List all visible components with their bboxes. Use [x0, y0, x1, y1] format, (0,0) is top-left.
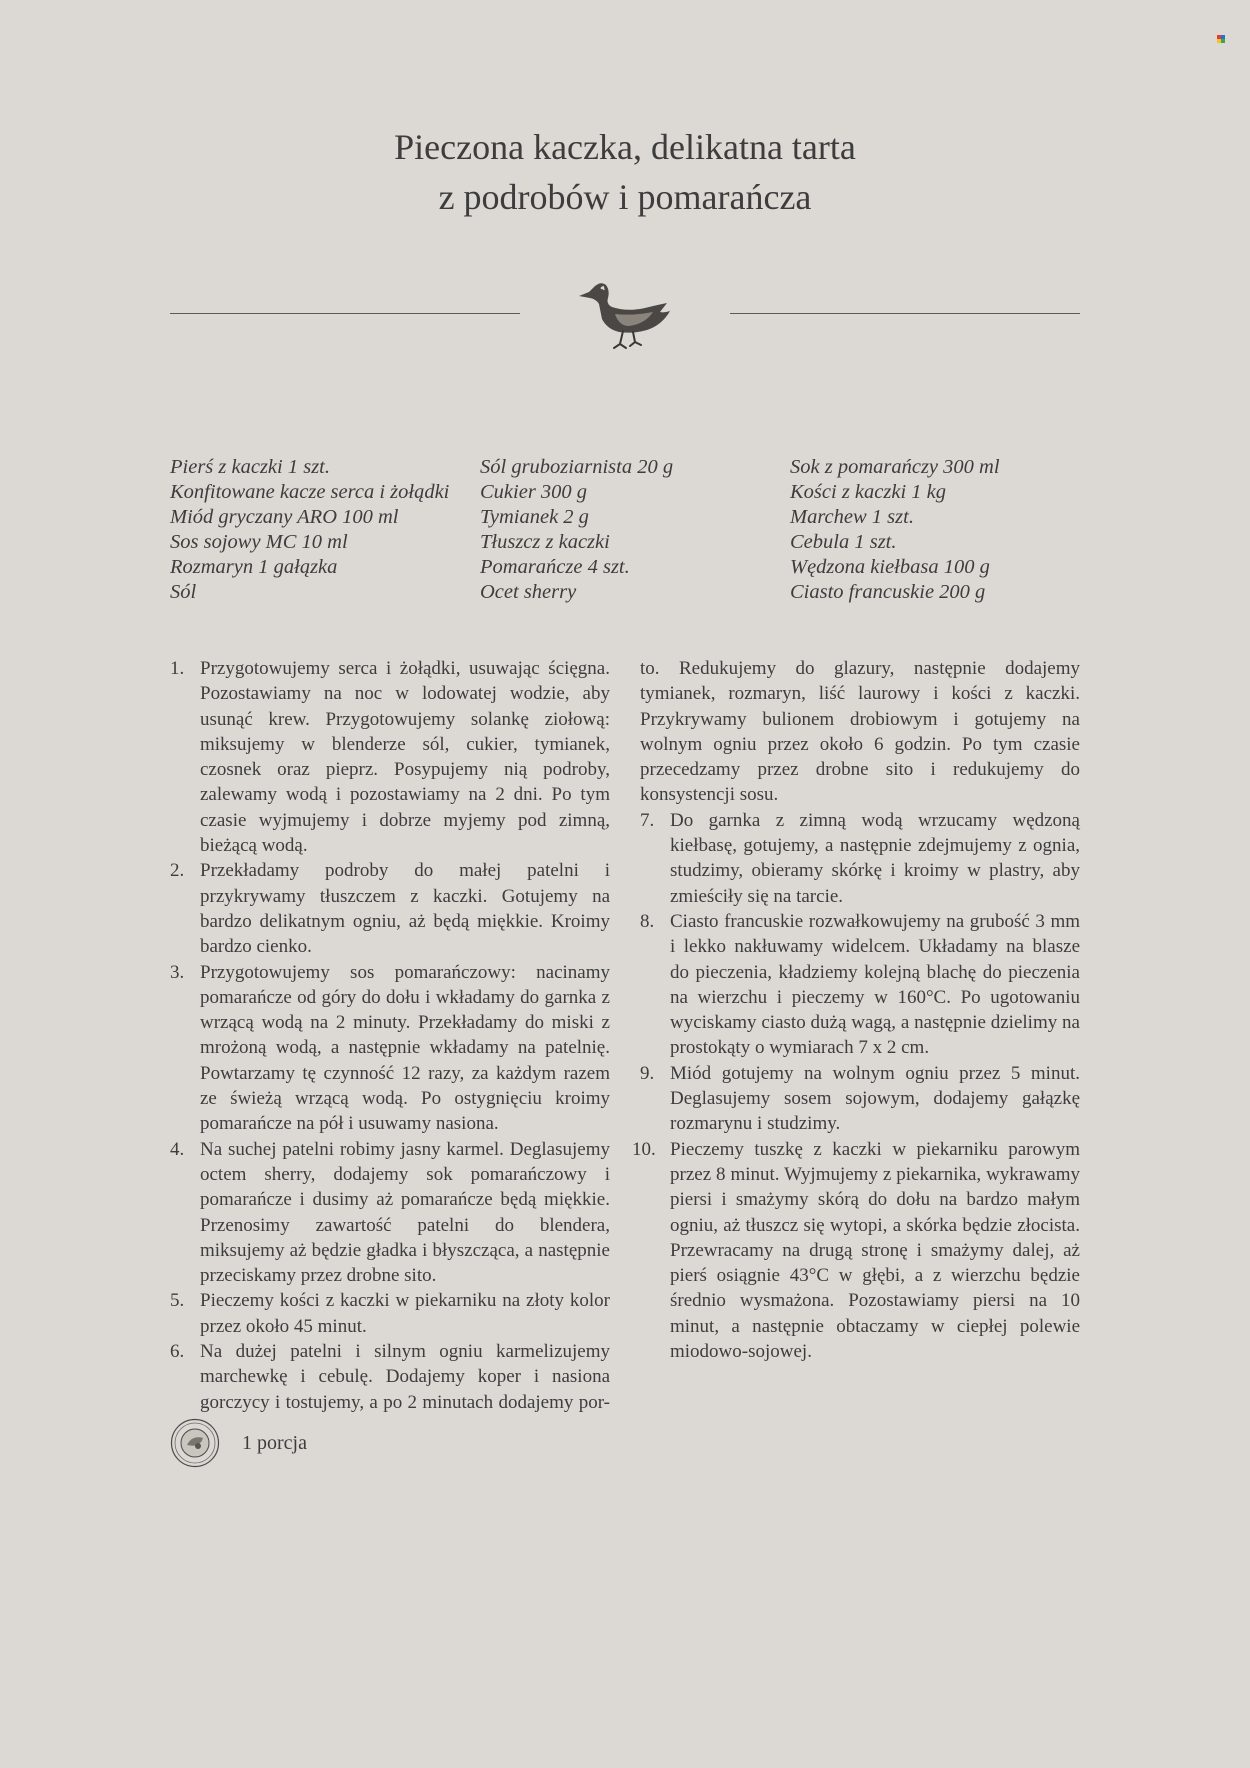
step-item — [170, 1137, 610, 1289]
step-number: 7. — [640, 809, 655, 831]
step-text: Przygotowujemy sos pomarańczowy: nacinamy pomarańcze od góry do dołu i wkładamy do garnka z wrzącą wodą na 2 minuty. Przekładamy do miski z mrożoną wodą, a następnie wkładamy na patelnię. Powtarzamy tę czynność 12 razy, za każdym razem ze świeżą wrzącą wodą. Po ostygnięciu kroimy pomarańcze na pół i usuwamy nasiona. — [200, 961, 610, 1135]
step-number: 1. — [170, 658, 185, 679]
page-title — [0, 122, 1250, 222]
step-number: 10. — [632, 1138, 656, 1160]
step-text: Pieczemy tuszkę z kaczki w piekarniku parowym przez 8 minut. Wyjmujemy z piekarnika, wykrawamy piersi i smażymy skórą do dołu na bardzo małym ogniu, aż tłuszcz się wytopi, a skórka będzie złocista. Przewracamy na drugą stronę i smażymy dalej, aż pierś osiągnie 43°C w głębi, a z wierzchu będzie średnio wysmażona. Pozostawiamy piersi na 10 minut, a następnie obtaczamy w ciepłej polewie miodowo-sojowej. — [670, 1138, 1080, 1363]
ingredient-item: Ciasto francuskie 200 g — [790, 581, 986, 603]
step-number: 9. — [640, 1062, 655, 1084]
step-number: 3. — [170, 961, 185, 983]
step-item — [640, 808, 1080, 909]
ingredient-item: Sól gruboziarnista 20 g — [480, 456, 674, 478]
ingredient-item: Pierś z kaczki 1 szt. — [170, 456, 330, 478]
ingredient-item: Pomarańcze 4 szt. — [480, 556, 630, 578]
ingredient-item: Rozmaryn 1 gałązka — [170, 556, 338, 578]
ingredients-column-2 — [480, 455, 790, 605]
step-number: 2. — [170, 860, 185, 882]
ingredients-column-3 — [790, 455, 1100, 605]
step-text: Pieczemy kości z kaczki w piekarniku na złoty kolor przez około 45 minut. — [200, 1290, 610, 1337]
step-item — [170, 960, 610, 1137]
ingredient-item: Marchew 1 szt. — [790, 506, 914, 528]
step-item — [170, 656, 610, 858]
step-text: to. Redukujemy do glazury, następnie dodajemy tymianek, rozmaryn, liść laurowy i kości z kaczki. Przykrywamy bulionem drobiowym i gotujemy na wolnym ogniu przez około 6 godzin. Po tym czasie przecedzamy przez drobne sito i redukujemy do konsystencji sosu. — [640, 658, 1080, 806]
step-number: 8. — [640, 910, 655, 932]
ingredient-item: Ocet sherry — [480, 581, 577, 603]
step-item — [170, 1288, 610, 1339]
divider-right — [730, 313, 1080, 314]
color-dots-icon — [1217, 35, 1225, 43]
step-number: 5. — [170, 1290, 185, 1312]
step-item — [170, 858, 610, 959]
ingredient-item: Miód gryczany ARO 100 ml — [170, 506, 399, 528]
step-text: Miód gotujemy na wolnym ogniu przez 5 minut. Deglasujemy sosem sojowym, dodajemy gałązkę rozmarynu i studzimy. — [670, 1062, 1080, 1135]
step-text: Na suchej patelni robimy jasny karmel. Deglasujemy octem sherry, dodajemy sok pomarańczowy i pomarańcze i dusimy aż pomarańcze będą miękkie. Przenosimy zawartość patelni do blendera, miksujemy aż będzie gładka i błyszcząca, a następnie przeciskamy przez drobne sito. — [200, 1138, 610, 1287]
ingredients-list — [170, 455, 1100, 605]
step-text: Przygotowujemy serca i żołądki, usuwając ścięgna. Pozostawiamy na noc w lodowatej wodzie, aby usunąć krew. Przygotowujemy solankę ziołową: miksujemy w blenderze sól, cukier, tymianek, czosnek oraz pieprz. Posypujemy nią podroby, zalewamy wodą i pozostawiamy na 2 dni. Po tym czasie wyjmujemy i dobrze myjemy pod zimną, bieżącą wodą. — [200, 658, 610, 857]
step-number: 6. — [170, 1341, 185, 1363]
step-item — [170, 1339, 610, 1415]
ingredient-item: Sól — [170, 581, 197, 603]
duck-illustration-icon — [575, 272, 673, 350]
ingredient-item: Kości z kaczki 1 kg — [790, 481, 946, 503]
ingredient-item: Tymianek 2 g — [480, 506, 589, 528]
servings-label: 1 porcja — [242, 1431, 307, 1454]
step-item — [632, 1137, 1080, 1365]
ingredient-item: Cebula 1 szt. — [790, 531, 897, 553]
step-item — [640, 1061, 1080, 1137]
preparation-steps — [170, 656, 1080, 1415]
step-text: Przekładamy podroby do małej patelni i przykrywamy tłuszczem z kaczki. Gotujemy na bardzo delikatnym ogniu, aż będą miękkie. Kroimy bardzo cienko. — [200, 860, 610, 958]
ingredient-item: Tłuszcz z kaczki — [480, 531, 610, 553]
ingredients-column-1 — [170, 455, 480, 605]
title-line-2: z podrobów i pomarańcza — [438, 177, 812, 217]
step-number: 4. — [170, 1138, 185, 1160]
steps-column-right — [632, 656, 1080, 1415]
step-text: Do garnka z zimną wodą wrzucamy wędzoną kiełbasę, gotujemy, a następnie zdejmujemy z ognia, studzimy, obieramy skórkę i kroimy w plastry, aby zmieściły się na tarcie. — [670, 809, 1080, 907]
ingredient-item: Sok z pomarańczy 300 ml — [790, 456, 1000, 478]
servings-info — [170, 1418, 307, 1468]
step-item-continued — [640, 656, 1080, 808]
title-line-1: Pieczona kaczka, delikatna tarta — [394, 127, 856, 167]
plate-icon — [170, 1418, 220, 1468]
ingredient-item: Konfitowane kacze serca i żołądki — [170, 481, 450, 503]
ingredient-item: Sos sojowy MC 10 ml — [170, 531, 348, 553]
steps-column-left — [170, 656, 610, 1415]
step-text: Na dużej patelni i silnym ogniu karmelizujemy marchewkę i cebulę. Dodajemy koper i nasiona gorczycy i tostujemy, a po 2 minutach dodajemy por- — [200, 1341, 610, 1413]
ingredient-item: Cukier 300 g — [480, 481, 588, 503]
step-text: Ciasto francuskie rozwałkowujemy na grubość 3 mm i lekko nakłuwamy widelcem. Układamy na blasze do pieczenia, kładziemy kolejną blachę do pieczenia na wierzchu i pieczemy w 160°C. Po ugotowaniu wyciskamy ciasto dużą wagą, a następnie dzielimy na prostokąty o wymiarach 7 x 2 cm. — [670, 910, 1080, 1059]
divider-left — [170, 313, 520, 314]
step-item — [640, 909, 1080, 1061]
ingredient-item: Wędzona kiełbasa 100 g — [790, 556, 990, 578]
